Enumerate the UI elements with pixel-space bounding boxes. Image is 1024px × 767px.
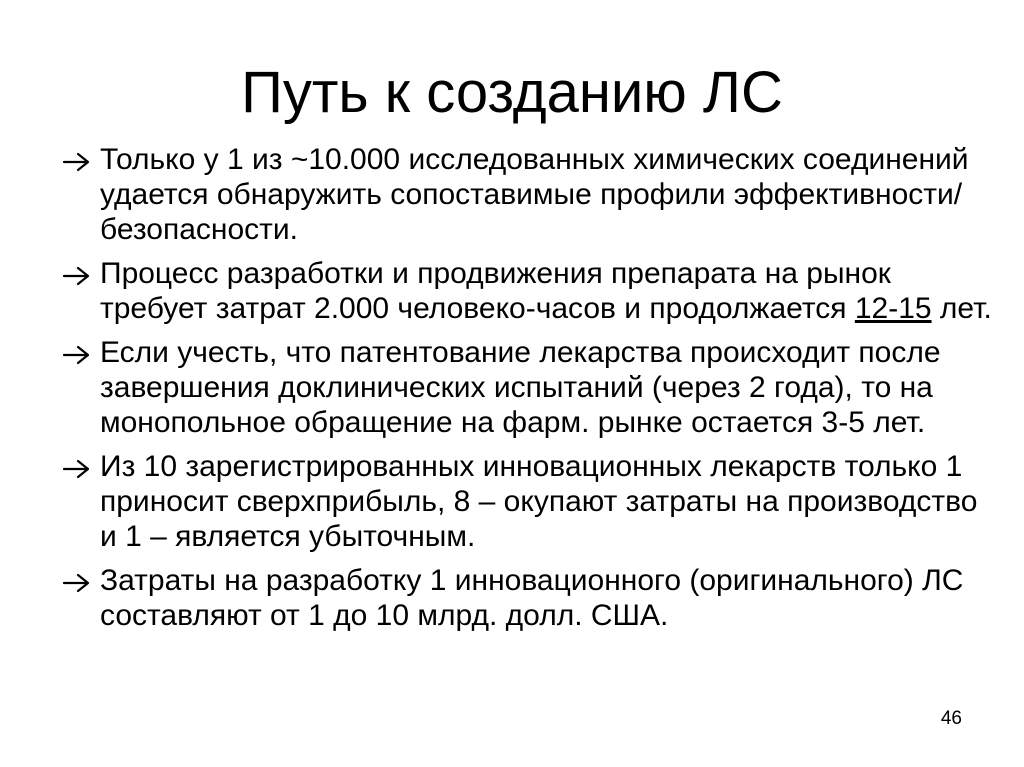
bullet-list — [62, 142, 992, 642]
bullet-item — [62, 449, 992, 554]
right-arrow-icon — [62, 458, 92, 480]
bullet-item — [62, 335, 992, 440]
bullet-item — [62, 563, 992, 633]
right-arrow-icon — [62, 344, 92, 366]
bullet-item — [62, 142, 992, 247]
bullet-text-end: лет. — [931, 292, 992, 325]
bullet-text: Процесс разработки и продвижения препарата на рынок требует затрат 2.000 человеко-часов и продолжается — [100, 257, 891, 325]
bullet-text: Затраты на разработку 1 инновационного (оригинального) ЛС составляют от 1 до 10 млрд. долл. США. — [100, 564, 964, 632]
page-number: 46 — [940, 708, 962, 729]
slide-title: Путь к созданию ЛС — [241, 60, 783, 125]
bullet-text: Из 10 зарегистрированных инновационных лекарств только 1 приносит сверхприбыль, 8 – окупают затраты на производство и 1 – является убыточным. — [100, 450, 978, 553]
bullet-item — [62, 256, 992, 326]
bullet-text: Только у 1 из ~10.000 исследованных химических соединений удается обнаружить сопоставимые профили эффективности/безопасности. — [100, 143, 969, 246]
right-arrow-icon — [62, 265, 92, 287]
bullet-text: Если учесть, что патентование лекарства происходит после завершения доклинических испытаний (через 2 года), то на монопольное обращение на фарм. рынке остается 3-5 лет. — [100, 336, 941, 439]
right-arrow-icon — [62, 572, 92, 594]
right-arrow-icon — [62, 151, 92, 173]
underlined-duration: 12-15 — [854, 292, 932, 325]
